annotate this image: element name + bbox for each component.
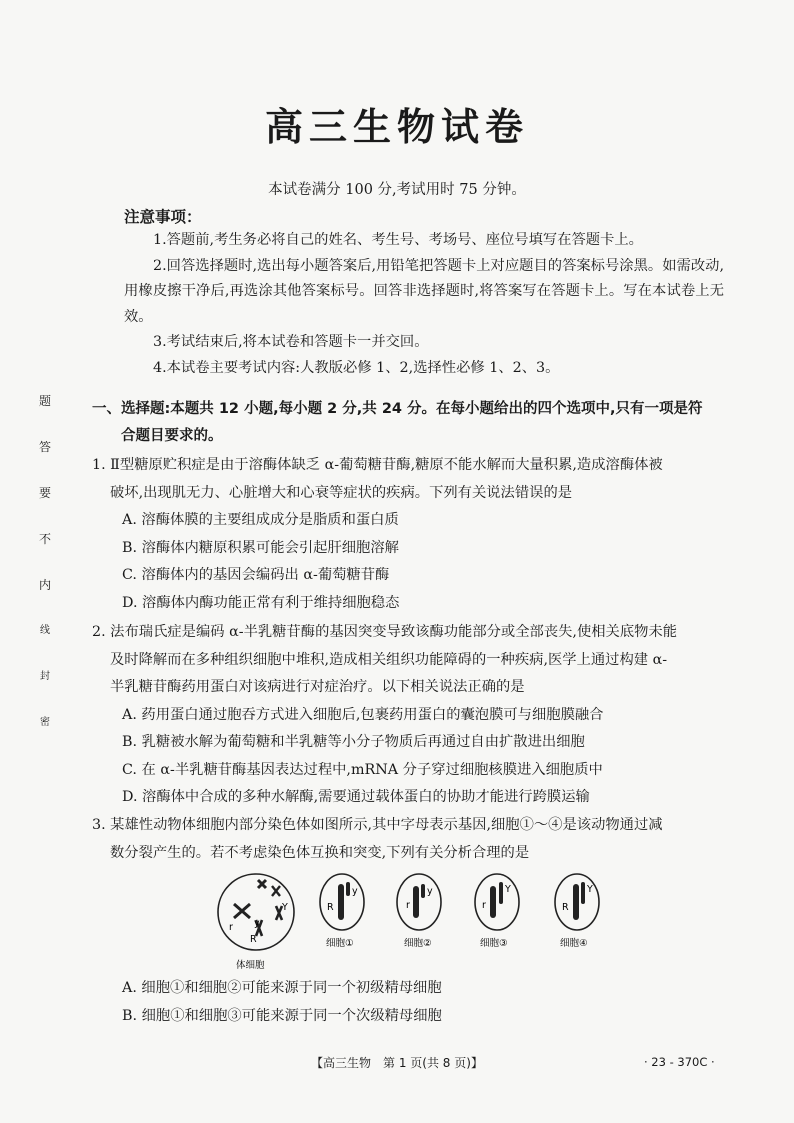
question-stem: 3. 某雄性动物体细胞内部分染色体如图所示,其中字母表示基因,细胞①～④是该动物通过减 — [92, 817, 663, 833]
gene-label: Y — [587, 884, 593, 895]
option-a: A. 药用蛋白通过胞吞方式进入细胞后,包裹药用蛋白的囊泡膜可与细胞膜融合 — [122, 706, 604, 723]
exam-code: · 23 - 370C · — [644, 1055, 715, 1069]
gene-label: R — [250, 934, 257, 945]
gene-label: r — [406, 900, 410, 911]
gene-label: R — [562, 902, 569, 913]
gene-label: y — [352, 886, 358, 897]
option-a: A. 细胞①和细胞②可能来源于同一个初级精母细胞 — [122, 980, 442, 996]
somatic-cell — [218, 874, 294, 950]
margin-char: 密 — [40, 717, 50, 728]
margin-char: 答 — [38, 440, 51, 454]
question-stem: 数分裂产生的。若不考虑染色体互换和突变,下列有关分析合理的是 — [110, 844, 530, 861]
note-item: 2.回答选择题时,选出每小题答案后,用铅笔把答题卡上对应题目的答案标号涂黑。如需改动,用橡皮擦干净后,再选涂其他答案标号。回答非选择题时,将答案写在答题卡上。写在本试卷上无效。 — [124, 257, 724, 325]
section-heading — [92, 396, 722, 450]
cell-3 — [475, 874, 519, 930]
figure-label: 体细胞 — [236, 960, 265, 971]
chromosome-figure — [214, 870, 614, 975]
margin-char: 内 — [38, 578, 51, 592]
figure-label: 细胞② — [404, 938, 432, 949]
question-stem: 1. Ⅱ型糖原贮积症是由于溶酶体缺乏 α-葡萄糖苷酶,糖原不能水解而大量积累,造成溶酶体被 — [92, 457, 663, 473]
question-3 — [92, 812, 724, 867]
question-stem: 2. 法布瑞氏症是编码 α-半乳糖苷酶的基因突变导致该酶功能部分或全部丧失,使相关底物未能 — [92, 624, 678, 640]
option-c: C. 在 α-半乳糖苷酶基因表达过程中,mRNA 分子穿过细胞核膜进入细胞质中 — [122, 761, 603, 778]
cell-4 — [555, 874, 599, 930]
option-a: A. 溶酶体膜的主要组成成分是脂质和蛋白质 — [122, 512, 399, 528]
margin-char: 封 — [40, 671, 50, 682]
gene-label: y — [427, 886, 433, 897]
question-stem: 及时降解而在多种组织细胞中堆积,造成相关组织功能障碍的一种疾病,医学上通过构建 α- — [110, 651, 668, 668]
note-item: 3.考试结束后,将本试卷和答题卡一并交回。 — [153, 334, 429, 350]
figure-label: 细胞③ — [480, 938, 508, 949]
cell-2 — [397, 874, 441, 930]
cell-1 — [320, 874, 364, 930]
question-2 — [92, 619, 724, 812]
option-b: B. 乳糖被水解为葡萄糖和半乳糖等小分子物质后再通过自由扩散进出细胞 — [122, 734, 585, 750]
option-b: B. 细胞①和细胞③可能来源于同一个次级精母细胞 — [122, 1007, 442, 1024]
section-line: 合题目要求的。 — [121, 428, 223, 444]
page-footer: 【高三生物 第 1 页(共 8 页)】 — [311, 1056, 483, 1070]
gene-label: y — [254, 918, 260, 929]
question-1 — [92, 452, 724, 617]
binding-margin-text — [32, 378, 58, 746]
gene-label: r — [482, 900, 486, 911]
gene-label: r — [229, 922, 233, 933]
gene-label: Y — [505, 884, 511, 895]
option-b: B. 溶酶体内糖原积累可能会引起肝细胞溶解 — [122, 539, 399, 556]
question-stem: 半乳糖苷酶药用蛋白对该病进行对症治疗。以下相关说法正确的是 — [110, 679, 525, 695]
exam-info: 本试卷满分 100 分,考试用时 75 分钟。 — [268, 182, 526, 198]
margin-char: 不 — [38, 532, 51, 546]
margin-char: 线 — [40, 625, 50, 636]
margin-char: 题 — [38, 394, 51, 408]
option-c: C. 溶酶体内的基因会编码出 α-葡萄糖苷酶 — [122, 567, 390, 583]
option-d: D. 溶酶体中合成的多种水解酶,需要通过载体蛋白的协助才能进行跨膜运输 — [122, 789, 590, 805]
figure-label: 细胞④ — [560, 938, 588, 949]
gene-label: R — [327, 902, 334, 913]
gene-label: Y — [282, 902, 288, 913]
section-line: 一、选择题:本题共 12 小题,每小题 2 分,共 24 分。在每小题给出的四个选项中,只有一项是符 — [92, 401, 703, 417]
notes-title: 注意事项： — [124, 208, 202, 226]
question-3-options — [92, 975, 724, 1030]
question-stem: 破坏,出现肌无力、心脏增大和心衰等症状的疾病。下列有关说法错误的是 — [110, 484, 573, 501]
note-item: 1.答题前,考生务必将自己的姓名、考生号、考场号、座位号填写在答题卡上。 — [153, 232, 643, 248]
note-item: 4.本试卷主要考试内容:人教版必修 1、2,选择性必修 1、2、3。 — [153, 359, 560, 376]
margin-char: 要 — [38, 486, 51, 500]
page-title: 高三生物试卷 — [264, 105, 529, 149]
figure-label: 细胞① — [326, 938, 354, 949]
notes-list — [124, 228, 724, 381]
option-d: D. 溶酶体内酶功能正常有利于维持细胞稳态 — [122, 594, 400, 611]
